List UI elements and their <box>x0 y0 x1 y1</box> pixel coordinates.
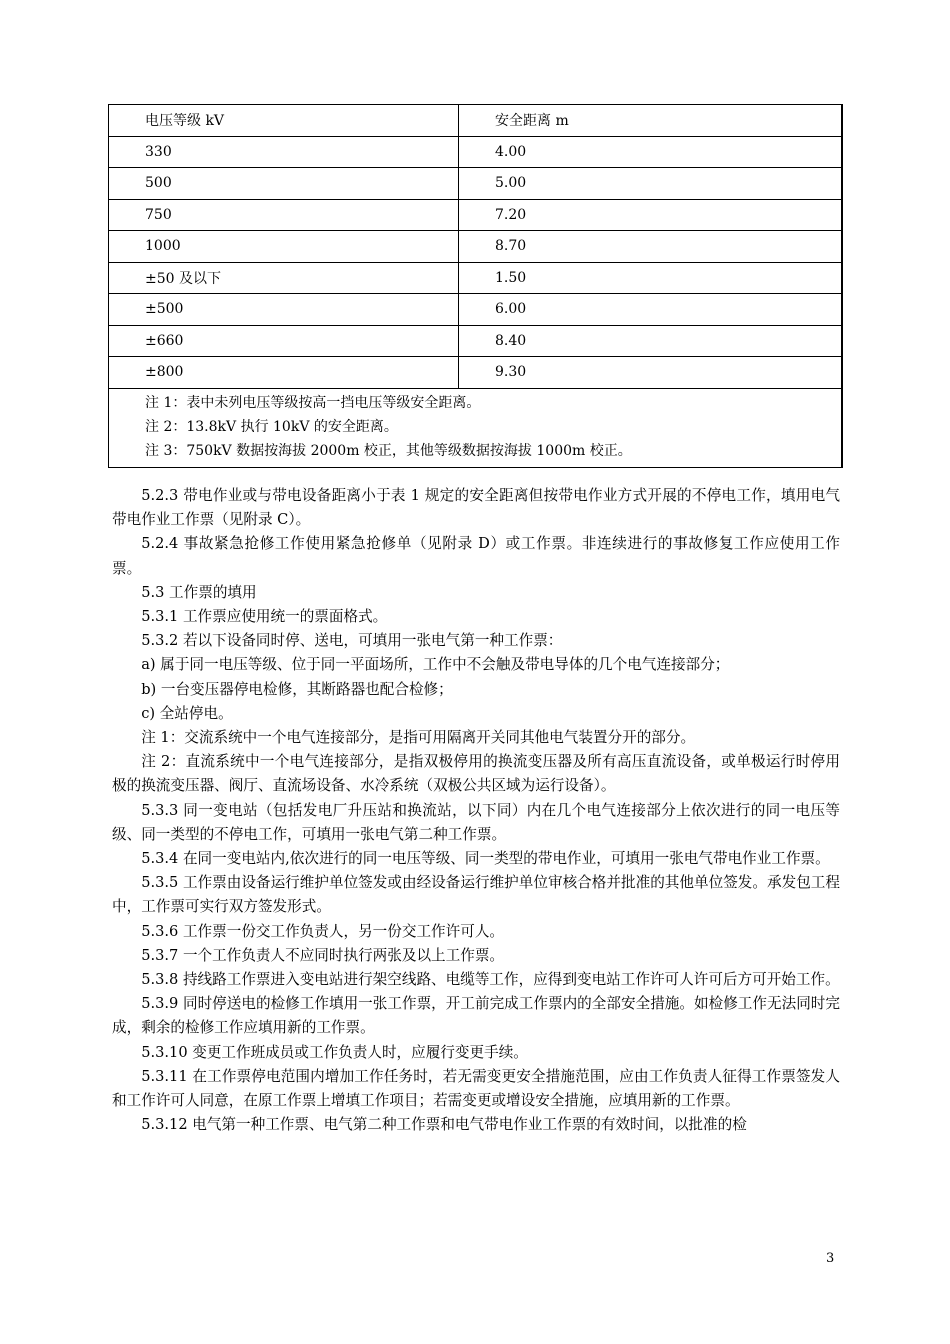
table-row <box>109 136 843 168</box>
paragraph-5-3-8: 5.3.8 持线路工作票进入变电站进行架空线路、电缆等工作，应得到变电站工作许可人许可后方可开始工作。 <box>141 971 840 989</box>
paragraph-5-3-6: 5.3.6 工作票一份交工作负责人，另一份交工作许可人。 <box>141 922 505 940</box>
distance-cell: 6.00 <box>459 294 843 326</box>
paragraph-5-2-4: 5.2.4 事故紧急抢修工作使用紧急抢修单（见附录 D）或工作票。非连续进行的事故修复工作应使用工作票。 <box>112 535 840 577</box>
table-note: 注 2：13.8kV 执行 10kV 的安全距离。 <box>145 418 398 435</box>
voltage-cell: ±50 及以下 <box>109 262 459 294</box>
paragraph-5-3-12: 5.3.12 电气第一种工作票、电气第二种工作票和电气带电作业工作票的有效时间，以批准的检 <box>141 1116 747 1134</box>
page-number: 3 <box>826 1251 835 1266</box>
paragraph-5-3-2: 5.3.2 若以下设备同时停、送电，可填用一张电气第一种工作票： <box>141 632 563 650</box>
paragraph-5-3-9: 5.3.9 同时停送电的检修工作填用一张工作票，开工前完成工作票内的全部安全措施。如检修工作无法同时完成，剩余的检修工作应填用新的工作票。 <box>112 995 840 1037</box>
paragraph-5-2-3: 5.2.3 带电作业或与带电设备距离小于表 1 规定的安全距离但按带电作业方式开展的不停电工作，填用电气带电作业工作票（见附录 C）。 <box>112 487 840 529</box>
table-row <box>109 294 843 326</box>
table-row <box>109 325 843 357</box>
paragraph-5-3-4: 5.3.4 在同一变电站内,依次进行的同一电压等级、同一类型的带电作业，可填用一张电气带电作业工作票。 <box>141 850 830 868</box>
list-item-b: b) 一台变压器停电检修，其断路器也配合检修； <box>141 680 453 698</box>
voltage-cell: ±500 <box>109 294 459 326</box>
table-notes <box>109 388 843 467</box>
voltage-cell: ±660 <box>109 325 459 357</box>
paragraph-5-3-11: 5.3.11 在工作票停电范围内增加工作任务时，若无需变更安全措施范围，应由工作负责人征得工作票签发人和工作许可人同意，在原工作票上增填工作项目；若需变更或增设安全措施，应填用新的工作票。 <box>112 1067 840 1110</box>
header-voltage: 电压等级 kV <box>109 105 459 137</box>
list-item-a: a) 属于同一电压等级、位于同一平面场所，工作中不会触及带电导体的几个电气连接部分； <box>141 656 730 674</box>
table-row <box>109 357 843 389</box>
voltage-cell: 330 <box>109 136 459 168</box>
distance-cell: 8.40 <box>459 325 843 357</box>
list-item-c: c) 全站停电。 <box>141 704 233 722</box>
table-note: 注 3：750kV 数据按海拔 2000m 校正，其他等级数据按海拔 1000m 校正。 <box>145 442 632 459</box>
voltage-cell: ±800 <box>109 357 459 389</box>
distance-cell: 8.70 <box>459 231 843 263</box>
table-notes-row <box>109 388 843 467</box>
section-heading-5-3: 5.3 工作票的填用 <box>141 583 257 601</box>
paragraph-5-3-1: 5.3.1 工作票应使用统一的票面格式。 <box>141 608 388 626</box>
paragraph-5-3-5: 5.3.5 工作票由设备运行维护单位签发或由经设备运行维护单位审核合格并批准的其他单位签发。承发包工程中，工作票可实行双方签发形式。 <box>112 874 840 916</box>
body-text <box>112 484 840 1137</box>
distance-cell: 4.00 <box>459 136 843 168</box>
paragraph-5-3-7: 5.3.7 一个工作负责人不应同时执行两张及以上工作票。 <box>141 946 505 964</box>
safety-distance-table <box>108 104 843 468</box>
distance-cell: 1.50 <box>459 262 843 294</box>
table-row <box>109 262 843 294</box>
table-header-row <box>109 105 843 137</box>
voltage-cell: 500 <box>109 168 459 200</box>
voltage-cell: 750 <box>109 199 459 231</box>
table-row <box>109 199 843 231</box>
table-row <box>109 231 843 263</box>
paragraph-5-3-3: 5.3.3 同一变电站（包括发电厂升压站和换流站，以下同）内在几个电气连接部分上依次进行的同一电压等级、同一类型的不停电工作，可填用一张电气第二种工作票。 <box>112 801 840 843</box>
paragraph-5-3-10: 5.3.10 变更工作班成员或工作负责人时，应履行变更手续。 <box>141 1043 528 1061</box>
note-2: 注 2：直流系统中一个电气连接部分，是指双极停用的换流变压器及所有高压直流设备，或单极运行时停用极的换流变压器、阀厅、直流场设备、水冷系统（双极公共区域为运行设备）。 <box>112 753 840 795</box>
distance-cell: 5.00 <box>459 168 843 200</box>
note-1: 注 1：交流系统中一个电气连接部分，是指可用隔离开关同其他电气装置分开的部分。 <box>141 729 696 747</box>
voltage-cell: 1000 <box>109 231 459 263</box>
distance-cell: 9.30 <box>459 357 843 389</box>
table-note: 注 1：表中未列电压等级按高一挡电压等级安全距离。 <box>145 394 481 411</box>
header-distance: 安全距离 m <box>459 105 843 137</box>
distance-cell: 7.20 <box>459 199 843 231</box>
table-row <box>109 168 843 200</box>
